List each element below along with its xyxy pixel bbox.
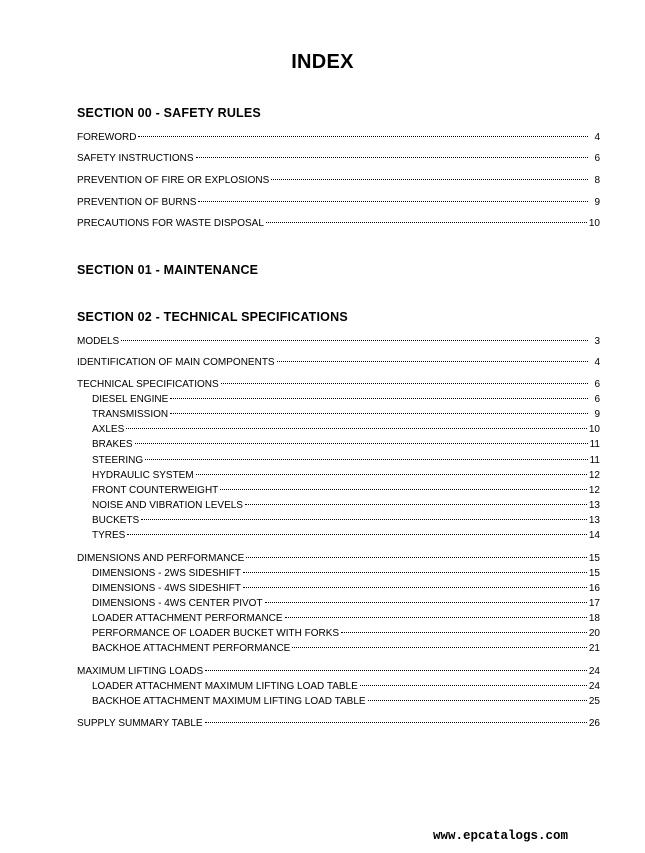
toc-entry-label: TRANSMISSION bbox=[92, 409, 169, 420]
toc-entry-label: TYRES bbox=[92, 530, 126, 541]
toc-entry-supply-summary-table[interactable] bbox=[77, 718, 600, 732]
toc-entry-label: MAXIMUM LIFTING LOADS bbox=[77, 666, 204, 677]
dot-leader bbox=[368, 700, 587, 701]
dot-leader bbox=[138, 136, 588, 137]
toc-subentry-dimensions-2ws[interactable] bbox=[92, 568, 600, 582]
dot-leader bbox=[145, 459, 587, 460]
toc-subentry-backhoe-lifting-load-table[interactable] bbox=[92, 696, 600, 710]
toc-subentry-brakes[interactable] bbox=[92, 439, 600, 453]
toc-entry-foreword[interactable] bbox=[77, 132, 600, 146]
toc-entry-label: AXLES bbox=[92, 424, 125, 435]
dot-leader bbox=[141, 519, 587, 520]
toc-page-number: 11 bbox=[589, 455, 600, 466]
dot-leader bbox=[245, 504, 587, 505]
toc-page-number: 10 bbox=[588, 218, 600, 229]
toc-entry-label: SUPPLY SUMMARY TABLE bbox=[77, 718, 203, 729]
toc-page-number: 6 bbox=[594, 394, 600, 405]
toc-subentry-loader-attachment-performance[interactable] bbox=[92, 613, 600, 627]
toc-page-number: 6 bbox=[594, 379, 600, 390]
toc-page-number: 10 bbox=[588, 424, 600, 435]
toc-page-number: 24 bbox=[588, 681, 600, 692]
toc-page-number: 24 bbox=[588, 666, 600, 677]
toc-subentry-transmission[interactable] bbox=[92, 409, 600, 423]
dot-leader bbox=[271, 179, 588, 180]
toc-entry-label: HYDRAULIC SYSTEM bbox=[92, 470, 194, 481]
watermark-url: www.epcatalogs.com bbox=[433, 829, 569, 843]
dot-leader bbox=[265, 602, 587, 603]
toc-subentry-tyres[interactable] bbox=[92, 530, 600, 544]
toc-page-number: 6 bbox=[594, 153, 600, 164]
toc-subentry-steering[interactable] bbox=[92, 455, 600, 469]
toc-page-number: 25 bbox=[588, 696, 600, 707]
toc-page-number: 9 bbox=[594, 197, 600, 208]
toc-entry-technical-specifications[interactable] bbox=[77, 379, 600, 393]
toc-subentry-dimensions-4ws-center-pivot[interactable] bbox=[92, 598, 600, 612]
toc-entry-identification[interactable] bbox=[77, 357, 600, 371]
toc-entry-safety-instructions[interactable] bbox=[77, 153, 600, 167]
toc-page-number: 8 bbox=[594, 175, 600, 186]
toc-entry-label: BACKHOE ATTACHMENT PERFORMANCE bbox=[92, 643, 291, 654]
toc-entry-label: DIMENSIONS AND PERFORMANCE bbox=[77, 553, 245, 564]
toc-page-number: 18 bbox=[588, 613, 600, 624]
toc-page-number: 13 bbox=[588, 515, 600, 526]
toc-entry-label: PREVENTION OF BURNS bbox=[77, 197, 197, 208]
toc-subentry-front-counterweight[interactable] bbox=[92, 485, 600, 499]
toc-page-number: 12 bbox=[588, 470, 600, 481]
toc-page-number: 15 bbox=[588, 568, 600, 579]
toc-entry-label: PRECAUTIONS FOR WASTE DISPOSAL bbox=[77, 218, 264, 229]
dot-leader bbox=[243, 587, 587, 588]
toc-entry-waste-disposal[interactable] bbox=[77, 218, 600, 232]
toc-subentry-diesel-engine[interactable] bbox=[92, 394, 600, 408]
toc-page-number: 20 bbox=[588, 628, 600, 639]
toc-page-number: 12 bbox=[588, 485, 600, 496]
dot-leader bbox=[127, 534, 587, 535]
dot-leader bbox=[121, 340, 588, 341]
toc-entry-label: DIMENSIONS - 4WS CENTER PIVOT bbox=[92, 598, 263, 609]
dot-leader bbox=[205, 722, 587, 723]
dot-leader bbox=[243, 572, 587, 573]
toc-entry-label: LOADER ATTACHMENT MAXIMUM LIFTING LOAD TABLE bbox=[92, 681, 358, 692]
toc-entry-label: DIESEL ENGINE bbox=[92, 394, 169, 405]
toc-entry-label: FOREWORD bbox=[77, 132, 137, 143]
toc-entry-label: TECHNICAL SPECIFICATIONS bbox=[77, 379, 219, 390]
toc-entry-prevention-fire[interactable] bbox=[77, 175, 600, 189]
toc-page-number: 17 bbox=[588, 598, 600, 609]
toc-entry-label: LOADER ATTACHMENT PERFORMANCE bbox=[92, 613, 283, 624]
toc-subentry-loader-lifting-load-table[interactable] bbox=[92, 681, 600, 695]
toc-entry-label: DIMENSIONS - 4WS SIDESHIFT bbox=[92, 583, 241, 594]
dot-leader bbox=[292, 647, 587, 648]
toc-page-number: 3 bbox=[594, 336, 600, 347]
dot-leader bbox=[360, 685, 587, 686]
dot-leader bbox=[220, 489, 587, 490]
toc-entry-label: FRONT COUNTERWEIGHT bbox=[92, 485, 219, 496]
section-heading-safety-rules: SECTION 00 - SAFETY RULES bbox=[77, 106, 261, 120]
toc-entry-label: PREVENTION OF FIRE OR EXPLOSIONS bbox=[77, 175, 270, 186]
toc-entry-models[interactable] bbox=[77, 336, 600, 350]
toc-entry-label: BACKHOE ATTACHMENT MAXIMUM LIFTING LOAD TABLE bbox=[92, 696, 366, 707]
toc-entry-label: BRAKES bbox=[92, 439, 133, 450]
toc-page-number: 4 bbox=[594, 132, 600, 143]
toc-page-number: 15 bbox=[588, 553, 600, 564]
toc-subentry-dimensions-4ws-sideshift[interactable] bbox=[92, 583, 600, 597]
dot-leader bbox=[135, 443, 588, 444]
dot-leader bbox=[266, 222, 587, 223]
toc-subentry-loader-bucket-forks[interactable] bbox=[92, 628, 600, 642]
dot-leader bbox=[221, 383, 588, 384]
dot-leader bbox=[126, 428, 587, 429]
toc-entry-maximum-lifting-loads[interactable] bbox=[77, 666, 600, 680]
dot-leader bbox=[285, 617, 587, 618]
toc-page-number: 26 bbox=[588, 718, 600, 729]
dot-leader bbox=[196, 157, 589, 158]
section-heading-technical-specifications: SECTION 02 - TECHNICAL SPECIFICATIONS bbox=[77, 310, 348, 324]
dot-leader bbox=[198, 201, 588, 202]
toc-page-number: 9 bbox=[594, 409, 600, 420]
toc-page-number: 11 bbox=[589, 439, 600, 450]
toc-entry-label: DIMENSIONS - 2WS SIDESHIFT bbox=[92, 568, 241, 579]
toc-page-number: 21 bbox=[588, 643, 600, 654]
toc-entry-label: PERFORMANCE OF LOADER BUCKET WITH FORKS bbox=[92, 628, 340, 639]
dot-leader bbox=[246, 557, 587, 558]
toc-subentry-backhoe-attachment-performance[interactable] bbox=[92, 643, 600, 657]
dot-leader bbox=[341, 632, 587, 633]
toc-page-number: 4 bbox=[594, 357, 600, 368]
toc-entry-label: BUCKETS bbox=[92, 515, 140, 526]
section-heading-maintenance: SECTION 01 - MAINTENANCE bbox=[77, 263, 259, 277]
toc-entry-label: SAFETY INSTRUCTIONS bbox=[77, 153, 194, 164]
toc-subentry-hydraulic-system[interactable] bbox=[92, 470, 600, 484]
dot-leader bbox=[196, 474, 587, 475]
toc-entry-label: NOISE AND VIBRATION LEVELS bbox=[92, 500, 243, 511]
toc-entry-label: STEERING bbox=[92, 455, 144, 466]
toc-entry-dimensions-performance[interactable] bbox=[77, 553, 600, 567]
dot-leader bbox=[170, 413, 588, 414]
dot-leader bbox=[277, 361, 588, 362]
toc-entry-prevention-burns[interactable] bbox=[77, 197, 600, 211]
page-title: INDEX bbox=[291, 51, 354, 73]
toc-subentry-axles[interactable] bbox=[92, 424, 600, 438]
dot-leader bbox=[170, 398, 588, 399]
toc-page-number: 13 bbox=[588, 500, 600, 511]
dot-leader bbox=[205, 670, 587, 671]
toc-page-number: 16 bbox=[588, 583, 600, 594]
toc-entry-label: MODELS bbox=[77, 336, 120, 347]
toc-entry-label: IDENTIFICATION OF MAIN COMPONENTS bbox=[77, 357, 275, 368]
toc-page-number: 14 bbox=[588, 530, 600, 541]
toc-subentry-buckets[interactable] bbox=[92, 515, 600, 529]
toc-subentry-noise-vibration[interactable] bbox=[92, 500, 600, 514]
